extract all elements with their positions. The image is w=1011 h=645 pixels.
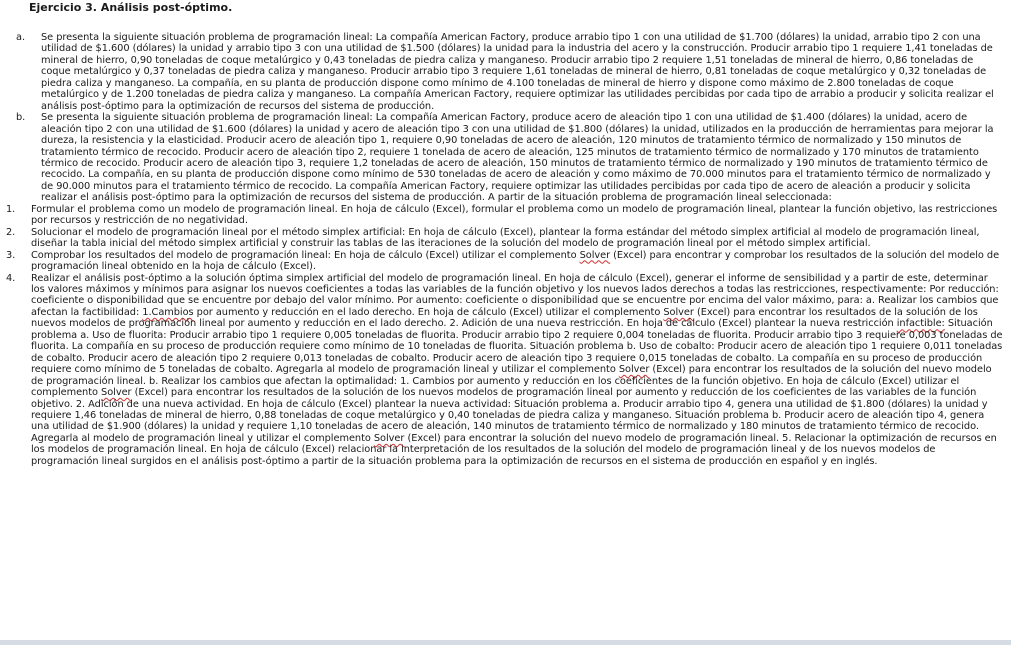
situation-a-marker: a. (16, 32, 26, 43)
situation-b (6, 112, 1003, 204)
spellcheck-word: Solver (579, 249, 611, 261)
spellcheck-word: Solver (373, 432, 405, 444)
step-1 (6, 204, 1003, 227)
situation-b-text: Se presenta la siguiente situación problema de programación lineal: La compañía American Factory, produce acero de aleación tipo 1 con una utilidad de $1.400 (dólares) la unidad, acero de aleación tipo 2 con una utilidad de $1.600 (dólares) la unidad y acero de aleación tipo 3 con una utilidad de $1.800 (dólares) la unidad, utilizados en la producción de herramientas para mejorar la dureza, la resistencia y la elasticidad. Producir acero de aleación tipo 1, requiere 0,90 toneladas de acero de aleación, 120 minutos de tratamiento térmico de normalizado y 150 minutos de tratamiento térmico de recocido. Producir acero de aleación tipo 2, requiere 1 tonelada de acero de aleación, 125 minutos de tratamiento térmico de normalizado y 170 minutos de tratamiento térmico de recocido. Producir acero de aleación tipo 3, requiere 1,2 toneladas de acero de aleación, 150 minutos de tratamiento térmico de normalizado y 190 minutos de tratamiento térmico de recocido. La compañía, en su planta de producción dispone como mínimo de 530 toneladas de acero de aleación y como máximo de 70.000 minutos para el tratamiento térmico de normalizado y de 90.000 minutos para el tratamiento térmico de recocido. La compañía American Factory, requiere optimizar las utilidades percibidas por cada tipo de acero de aleación a producir y solicita realizar el análisis post-óptimo para la optimización de recursos del sistema de producción. A partir de la situación problema de programación lineal seleccionada: (41, 112, 994, 204)
step-3-text (31, 250, 1003, 273)
spellcheck-word: Solver (101, 387, 132, 399)
bottom-edge-bar (0, 640, 1011, 645)
step-4-text (31, 273, 1003, 468)
step-2-marker: 2. (6, 226, 16, 238)
exercise-body (6, 32, 1003, 467)
spellcheck-word: Solver (663, 306, 694, 318)
step-4-text-part: Realizar el análisis post-óptimo a la solución óptima simplex artificial del modelo de programación lineal. En hoja de cálculo (Excel), generar el informe de sensibilidad y a partir de este, determinar los valores máximos y mínimos para asignar los nuevos coeficientes a todas las variables de la función objetivo y los nuevos lados derechos a todas las restricciones, respectivamente: Por reducción: coeficiente o disponibilidad que se encuentre por debajo del valor mínimo. Por aumento: coeficiente o disponibilidad que se encuentre por encima del valor máximo, para: a. Realizar los cambios que afectan la factibilidad: (31, 272, 999, 318)
situation-a (6, 32, 1003, 112)
step-4-text-part: por aumento y reducción en el lado derecho. En hoja de cálculo (Excel) utilizar el complemento (193, 306, 664, 318)
step-4-text-part: Situación problema a. Uso de fluorita: Producir arrabio tipo 1 requiere 0,005 toneladas de fluorita. Producir arrabio tipo 2 requiere 0,004 toneladas de fluorita. Producir arrabio tipo 3 requiere 0,003 toneladas de fluorita. La compañía en su proceso de producción requiere como mínimo de 10 toneladas de fluorita. Situación problema b. Uso de cobalto: Producir acero de aleación tipo 1 requiere 0,011 toneladas de cobalto. Producir acero de aleación tipo 2 requiere 0,013 toneladas de cobalto. Producir acero de aleación tipo 3 requiere 0,015 toneladas de cobalto. La compañía en su proceso de producción requiere como mínimo de 5 toneladas de cobalto. Agregarla al modelo de programación lineal y utilizar el complemento (31, 318, 1003, 376)
spellcheck-word: 1.Cambios (142, 306, 194, 318)
step-4-marker: 4. (6, 272, 16, 284)
spellcheck-word: Solver (618, 364, 650, 376)
step-4-text-part: (Excel) para encontrar la solución del nuevo modelo de programación lineal. 5. Relacionar la optimización de recursos en los modelos de programación lineal. En hoja de cálculo (Excel) relacionar la interpretación de los resultados de la solución del modelo de programación lineal y de los nuevos modelos de programación lineal surgidos en el análisis post-óptimo a partir de la situación problema para la optimización de recursos en el sistema de producción en español y en inglés. (31, 432, 997, 467)
situation-b-marker: b. (16, 112, 26, 124)
step-3-text-part: (Excel) para encontrar y comprobar los resultados de la solución del modelo de programación lineal obtenido en la hoja de cálculo (Excel). (31, 249, 1000, 273)
step-3-text-part: Comprobar los resultados del modelo de programación lineal: En hoja de cálculo (Excel) utilizar el complemento (31, 249, 580, 261)
situation-a-text: Se presenta la siguiente situación problema de programación lineal: La compañía American Factory, produce arrabio tipo 1 con una utilidad de $1.700 (dólares) la unidad, arrabio tipo 2 con una utilidad de $1.600 (dólares) la unidad y arrabio tipo 3 con una utilidad de $1.500 (dólares) la unidad para la industria del acero y la construcción. Producir arrabio tipo 1 requiere 1,41 toneladas de mineral de hierro, 0,90 toneladas de coque metalúrgico y 0,43 toneladas de piedra caliza y manganeso. Producir arrabio tipo 2 requiere 1,51 toneladas de mineral de hierro, 0,86 toneladas de coque metalúrgico y 0,37 toneladas de piedra caliza y manganeso. Producir arrabio tipo 3 requiere 1,61 toneladas de mineral de hierro, 0,81 toneladas de coque metalúrgico y 0,32 toneladas de piedra caliza y manganeso. La compañía, en su planta de producción dispone como mínimo de 4.100 toneladas de mineral de hierro y dispone como máximo de 2.800 toneladas de coque metalúrgico y de 1.200 toneladas de piedra caliza y manganeso. La compañía American Factory, requiere optimizar las utilidades percibidas por cada tipo de arrabio a producir y solicita realizar el análisis post-óptimo para la optimización de recursos del sistema de producción. (41, 32, 994, 112)
step-1-marker: 1. (6, 203, 16, 215)
step-2-text: Solucionar el modelo de programación lineal por el método simplex artificial: En hoja de cálculo (Excel), plantear la forma estándar del método simplex artificial al modelo de programación lineal, diseñar la tabla inicial del método simplex artificial y construir las tablas de las iteraciones de la solución del modelo de programación lineal por el método simplex artificial. (31, 226, 980, 250)
exercise-title: Ejercicio 3. Análisis post-óptimo. (29, 1, 233, 14)
step-2 (6, 227, 1003, 250)
title-spacer (6, 15, 1003, 32)
step-4-text-part: (Excel) para encontrar los resultados de la solución del nuevo modelo de programación lineal. b. Realizar los cambios que afectan la optimalidad: 1. Cambios por aumento y reducción en los coeficientes de la función objetivo. En hoja de cálculo (Excel) utilizar el complemento (31, 364, 992, 399)
step-3 (6, 250, 1003, 273)
step-4-text-part: (Excel) para encontrar los resultados de la solución de los nuevos modelos de programación lineal por aumento y reducción de los coeficientes de las variables de la función objetivo. 2. Adición de una nueva actividad. En hoja de cálculo (Excel) plantear la nueva actividad: Situación problema a. Producir arrabio tipo 4, genera una utilidad de $1.800 (dólares) la unidad y requiere 1,46 toneladas de mineral de hierro, 0,88 toneladas de coque metalúrgico y 0,40 toneladas de piedra caliza y manganeso. Situación problema b. Producir acero de aleación tipo 4, genera una utilidad de $1.900 (dólares) la unidad y requiere 1,10 toneladas de acero de aleación, 140 minutos de tratamiento térmico de normalizado y 180 minutos de tratamiento térmico de recocido. Agregarla al modelo de programación lineal y utilizar el complemento (31, 387, 988, 444)
step-3-marker: 3. (6, 249, 16, 261)
spellcheck-word: infactible: (896, 318, 945, 330)
step-4-text-part: (Excel) para encontrar los resultados de la solución de los nuevos modelos de programación lineal por aumento y reducción en el lado derecho. 2. Adición de una nueva restricción. En hoja de cálculo (Excel) plantear la nueva restricción (31, 306, 978, 330)
step-1-text: Formular el problema como un modelo de programación lineal. En hoja de cálculo (Excel), formular el problema como un modelo de programación lineal, plantear la función objetivo, las restricciones por recursos y restricción de no negatividad. (31, 203, 998, 227)
step-4 (6, 273, 1003, 468)
